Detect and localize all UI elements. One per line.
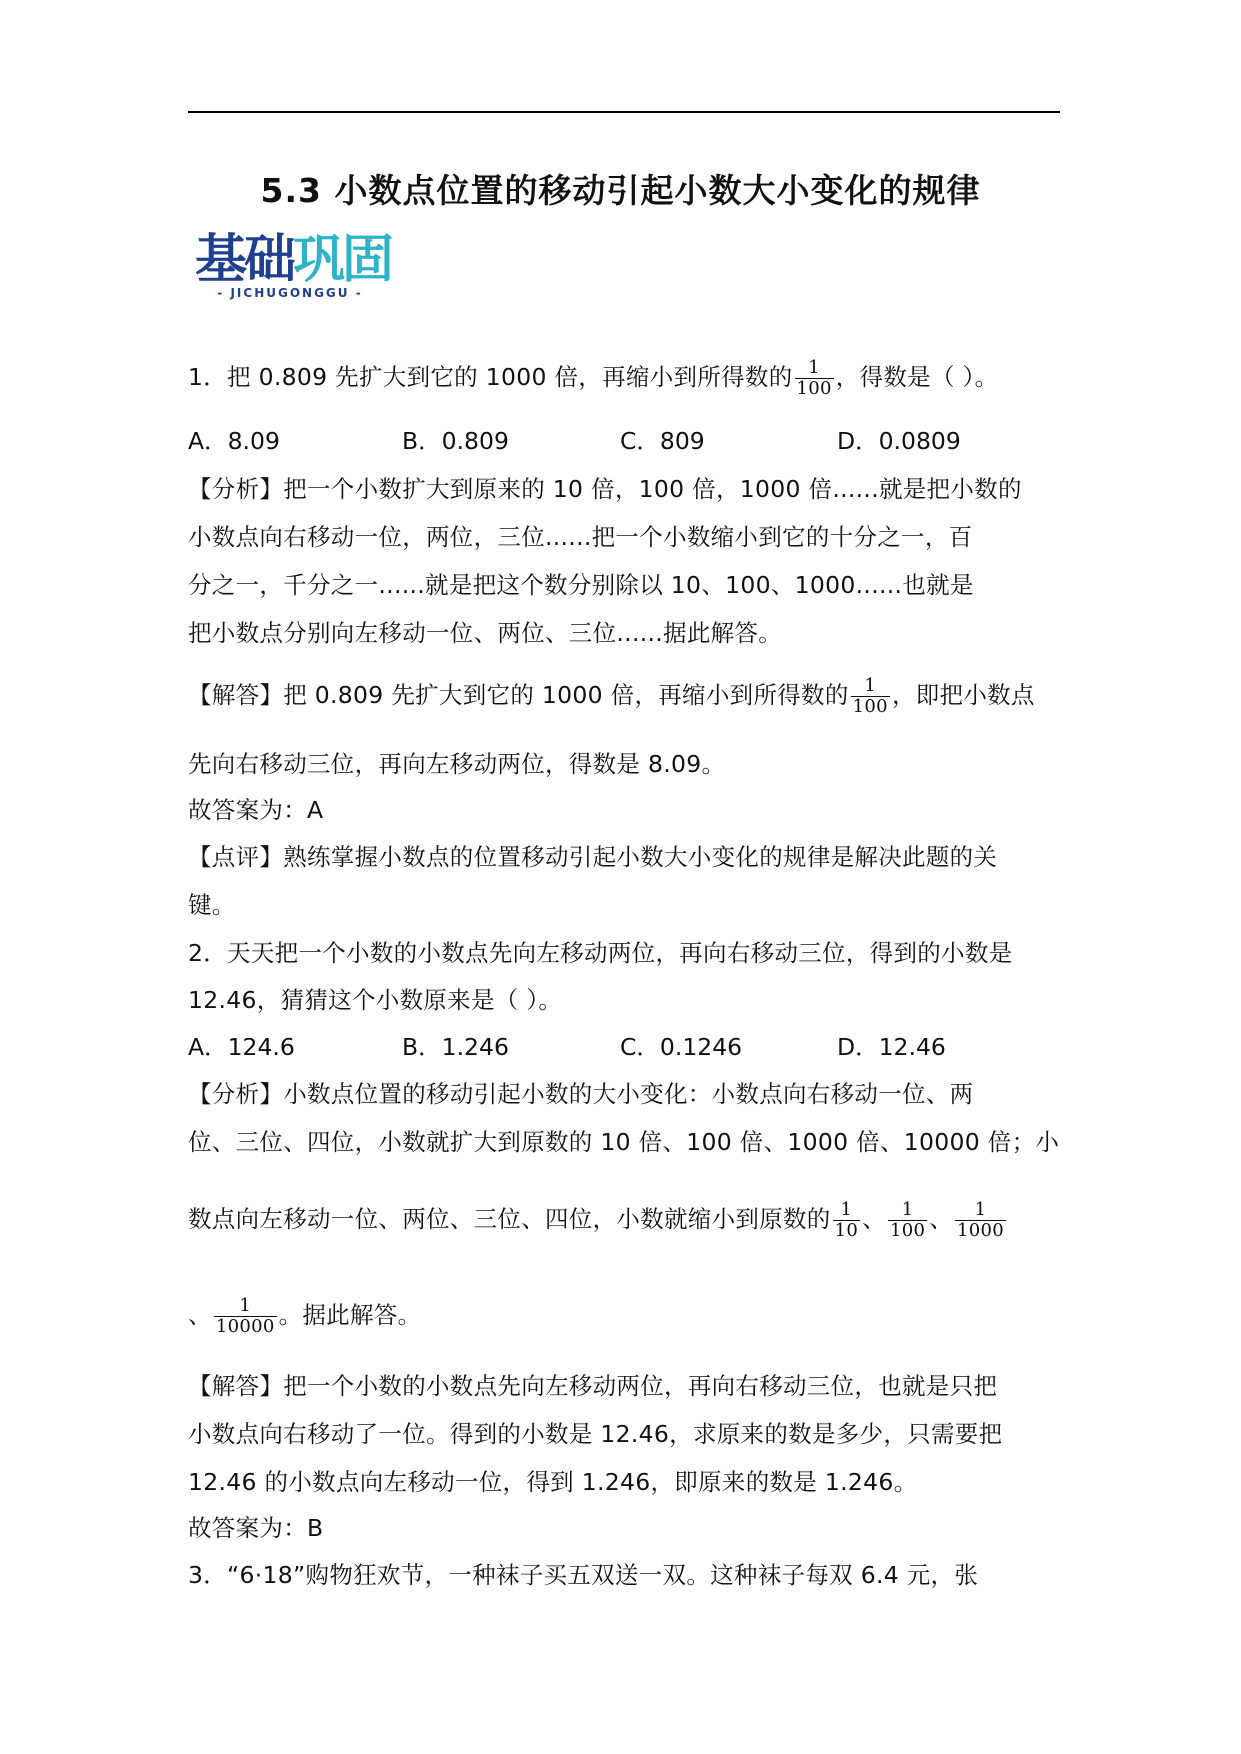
fraction-numerator: 1 xyxy=(864,675,877,696)
section-logo xyxy=(195,232,415,304)
separator: 、 xyxy=(862,1205,886,1233)
logo-subtitle: - JICHUGONGGU - xyxy=(217,286,363,300)
q2-answer: 故答案为：B xyxy=(188,1514,324,1542)
q1-solution-fraction xyxy=(851,676,890,717)
q1-stem-text: 1．把 0.809 先扩大到它的 1000 倍，再缩小到所得数的 xyxy=(188,363,793,391)
q2-stem-line: 12.46，猜猜这个小数原来是（ ）。 xyxy=(188,986,563,1014)
fraction-denominator: 1000 xyxy=(957,1220,1005,1241)
q2-analysis-end: 。据此解答。 xyxy=(278,1301,422,1329)
page-title: 5.3 小数点位置的移动引起小数大小变化的规律 xyxy=(260,171,981,210)
separator: 、 xyxy=(929,1205,954,1233)
q1-analysis-line: 把小数点分别向左移动一位、两位、三位......据此解答。 xyxy=(188,619,783,647)
fraction-numerator: 1 xyxy=(840,1199,853,1220)
q2-solution-line: 小数点向右移动了一位。得到的小数是 12.46，求原来的数是多少，只需要把 xyxy=(188,1420,1003,1448)
q1-stem xyxy=(188,358,998,399)
q1-comment-line: 键。 xyxy=(188,891,236,919)
q2-option-a: A．124.6 xyxy=(188,1033,295,1061)
fraction-denominator: 100 xyxy=(852,696,888,717)
q2-analysis-text: 数点向左移动一位、两位、三位、四位，小数就缩小到原数的 xyxy=(188,1205,831,1233)
q2-analysis-line: 位、三位、四位，小数就扩大到原数的 10 倍、100 倍、1000 倍、10000 倍；小 xyxy=(188,1128,1060,1156)
fraction-1-10000 xyxy=(214,1296,277,1337)
q1-fraction xyxy=(795,358,834,399)
q2-analysis-line4 xyxy=(188,1296,421,1337)
q1-answer: 故答案为：A xyxy=(188,796,324,824)
fraction-numerator: 1 xyxy=(974,1199,987,1220)
fraction-numerator: 1 xyxy=(808,357,821,378)
fraction-numerator: 1 xyxy=(239,1295,252,1316)
q2-option-b: B．1.246 xyxy=(402,1033,509,1061)
q1-option-b: B．0.809 xyxy=(402,427,509,455)
q1-solution-line2: 先向右移动三位，再向左移动两位，得数是 8.09。 xyxy=(188,750,726,778)
q1-option-a: A．8.09 xyxy=(188,427,280,455)
fraction-denominator: 10000 xyxy=(215,1316,275,1337)
q1-option-d: D．0.0809 xyxy=(837,427,961,455)
q2-option-c: C．0.1246 xyxy=(620,1033,743,1061)
logo-text-2: 巩固 xyxy=(293,230,392,290)
q1-comment-line: 【点评】熟练掌握小数点的位置移动引起小数大小变化的规律是解决此题的关 xyxy=(188,843,998,871)
q3-stem: 3．“6·18”购物狂欢节，一种袜子买五双送一双。这种袜子每双 6.4 元，张 xyxy=(188,1561,979,1589)
fraction-denominator: 10 xyxy=(834,1220,859,1241)
q2-analysis-line3 xyxy=(188,1200,1008,1241)
q1-solution-end: ，即把小数点 xyxy=(891,681,1035,709)
q1-option-c: C．809 xyxy=(620,427,705,455)
q1-analysis-line: 小数点向右移动一位，两位，三位......把一个小数缩小到它的十分之一，百 xyxy=(188,523,973,551)
fraction-denominator: 100 xyxy=(889,1220,926,1241)
fraction-denominator: 100 xyxy=(796,378,832,399)
fraction-1-100 xyxy=(888,1200,927,1241)
q1-analysis-line: 【分析】把一个小数扩大到原来的 10 倍，100 倍，1000 倍......就是把小数的 xyxy=(188,475,1022,503)
q2-stem-line: 2．天天把一个小数的小数点先向左移动两位，再向右移动三位，得到的小数是 xyxy=(188,939,1013,967)
q1-solution-text: 【解答】把 0.809 先扩大到它的 1000 倍，再缩小到所得数的 xyxy=(188,681,849,709)
q1-analysis-line: 分之一，千分之一......就是把这个数分别除以 10、100、1000......也就是 xyxy=(188,571,974,599)
fraction-1-1000 xyxy=(955,1200,1006,1241)
q2-solution-line: 【解答】把一个小数的小数点先向左移动两位，再向右移动三位，也就是只把 xyxy=(188,1372,998,1400)
q2-option-d: D．12.46 xyxy=(837,1033,946,1061)
logo-text-1: 基础 xyxy=(195,230,294,290)
fraction-1-10 xyxy=(833,1200,861,1241)
fraction-numerator: 1 xyxy=(901,1199,914,1220)
separator: 、 xyxy=(188,1301,212,1329)
q1-solution xyxy=(188,676,1035,717)
header-rule xyxy=(188,111,1060,113)
q2-solution-line: 12.46 的小数点向左移动一位，得到 1.246，即原来的数是 1.246。 xyxy=(188,1468,918,1496)
q1-stem-end: ，得数是（ ）。 xyxy=(835,363,999,391)
q2-analysis-line: 【分析】小数点位置的移动引起小数的大小变化：小数点向右移动一位、两 xyxy=(188,1080,974,1108)
